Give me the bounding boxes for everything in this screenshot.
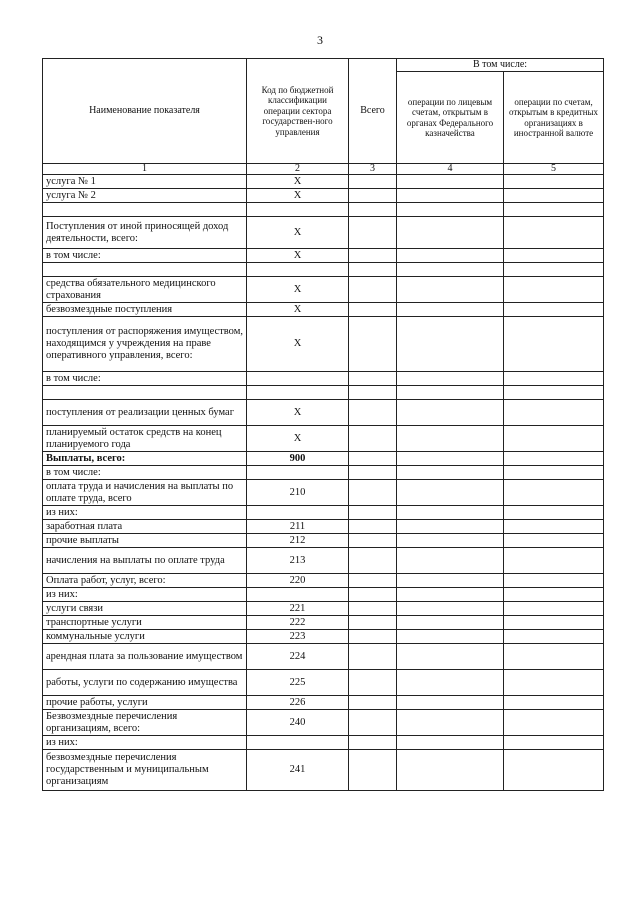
- row-total-cell: [349, 466, 397, 480]
- row-code: [247, 736, 349, 750]
- row-code: [247, 203, 349, 217]
- header-col5: операции по счетам, открытым в кредитных организациях в иностранной валюте: [504, 72, 604, 164]
- row-code: [247, 263, 349, 277]
- row-total-cell: [349, 602, 397, 616]
- row-col4-cell: [397, 710, 504, 736]
- row-total-cell: [349, 588, 397, 602]
- table-row: [43, 400, 604, 426]
- row-col4-cell: [397, 386, 504, 400]
- row-name: услуга № 1: [43, 175, 247, 189]
- row-code: 224: [247, 644, 349, 670]
- row-total-cell: [349, 249, 397, 263]
- row-code: X: [247, 189, 349, 203]
- table-row: [43, 736, 604, 750]
- column-number: 4: [397, 164, 504, 175]
- row-col5-cell: [504, 452, 604, 466]
- row-name: из них:: [43, 736, 247, 750]
- row-name: прочие выплаты: [43, 534, 247, 548]
- row-name: Безвозмездные перечисления организациям, всего:: [43, 710, 247, 736]
- row-code: X: [247, 175, 349, 189]
- row-code: 210: [247, 480, 349, 506]
- table-row: [43, 317, 604, 372]
- row-col5-cell: [504, 386, 604, 400]
- row-col5-cell: [504, 750, 604, 791]
- row-col5-cell: [504, 317, 604, 372]
- row-code: [247, 588, 349, 602]
- row-col5-cell: [504, 630, 604, 644]
- row-total-cell: [349, 203, 397, 217]
- table-row: [43, 277, 604, 303]
- table-row: [43, 574, 604, 588]
- row-code: X: [247, 249, 349, 263]
- row-col4-cell: [397, 452, 504, 466]
- row-col5-cell: [504, 249, 604, 263]
- table-row: [43, 189, 604, 203]
- row-name: средства обязательного медицинского страхования: [43, 277, 247, 303]
- row-total-cell: [349, 644, 397, 670]
- row-total-cell: [349, 480, 397, 506]
- table-row: [43, 506, 604, 520]
- row-name: в том числе:: [43, 466, 247, 480]
- row-total-cell: [349, 189, 397, 203]
- row-total-cell: [349, 263, 397, 277]
- row-total-cell: [349, 277, 397, 303]
- row-code: X: [247, 317, 349, 372]
- row-name: работы, услуги по содержанию имущества: [43, 670, 247, 696]
- row-col4-cell: [397, 644, 504, 670]
- row-col4-cell: [397, 534, 504, 548]
- table-row: [43, 602, 604, 616]
- row-name: Оплата работ, услуг, всего:: [43, 574, 247, 588]
- row-name: прочие работы, услуги: [43, 696, 247, 710]
- row-code: 900: [247, 452, 349, 466]
- header-col4: операции по лицевым счетам, открытым в органах Федерального казначейства: [397, 72, 504, 164]
- row-total-cell: [349, 520, 397, 534]
- row-code: X: [247, 400, 349, 426]
- row-name: начисления на выплаты по оплате труда: [43, 548, 247, 574]
- row-name: поступления от распоряжения имуществом, находящимся у учреждения на праве оперативного управления, всего:: [43, 317, 247, 372]
- row-name: [43, 263, 247, 277]
- table-row: [43, 630, 604, 644]
- row-code: [247, 466, 349, 480]
- row-total-cell: [349, 574, 397, 588]
- row-col4-cell: [397, 670, 504, 696]
- row-col5-cell: [504, 736, 604, 750]
- row-code: X: [247, 426, 349, 452]
- row-col5-cell: [504, 588, 604, 602]
- row-total-cell: [349, 303, 397, 317]
- table-row: [43, 696, 604, 710]
- row-col5-cell: [504, 466, 604, 480]
- row-col4-cell: [397, 426, 504, 452]
- table-row: [43, 249, 604, 263]
- row-col5-cell: [504, 670, 604, 696]
- row-col5-cell: [504, 426, 604, 452]
- table-row: [43, 670, 604, 696]
- row-col4-cell: [397, 189, 504, 203]
- row-col5-cell: [504, 203, 604, 217]
- row-name: Поступления от иной приносящей доход деятельности, всего:: [43, 217, 247, 249]
- row-col4-cell: [397, 696, 504, 710]
- row-code: 211: [247, 520, 349, 534]
- row-col4-cell: [397, 480, 504, 506]
- column-number: 3: [349, 164, 397, 175]
- table-row: [43, 303, 604, 317]
- row-col4-cell: [397, 249, 504, 263]
- row-code: 220: [247, 574, 349, 588]
- row-name: поступления от реализации ценных бумаг: [43, 400, 247, 426]
- table-row: [43, 710, 604, 736]
- row-code: 225: [247, 670, 349, 696]
- row-code: 223: [247, 630, 349, 644]
- page-number: 3: [317, 33, 323, 47]
- row-name: услуги связи: [43, 602, 247, 616]
- row-total-cell: [349, 616, 397, 630]
- row-col4-cell: [397, 277, 504, 303]
- table-row: [43, 588, 604, 602]
- row-col5-cell: [504, 520, 604, 534]
- row-name: безвозмездные поступления: [43, 303, 247, 317]
- row-total-cell: [349, 548, 397, 574]
- row-col4-cell: [397, 548, 504, 574]
- row-code: 240: [247, 710, 349, 736]
- row-col5-cell: [504, 602, 604, 616]
- row-col4-cell: [397, 217, 504, 249]
- row-name: оплата труда и начисления на выплаты по оплате труда, всего: [43, 480, 247, 506]
- row-name: из них:: [43, 506, 247, 520]
- row-col5-cell: [504, 400, 604, 426]
- row-code: [247, 386, 349, 400]
- row-name: заработная плата: [43, 520, 247, 534]
- row-col5-cell: [504, 189, 604, 203]
- row-col4-cell: [397, 263, 504, 277]
- column-number-row: [43, 164, 604, 175]
- table-row: [43, 616, 604, 630]
- row-code: X: [247, 303, 349, 317]
- row-col5-cell: [504, 616, 604, 630]
- table-row: [43, 750, 604, 791]
- row-col4-cell: [397, 506, 504, 520]
- row-code: X: [247, 217, 349, 249]
- row-total-cell: [349, 710, 397, 736]
- row-code: [247, 506, 349, 520]
- row-total-cell: [349, 736, 397, 750]
- row-col4-cell: [397, 630, 504, 644]
- row-total-cell: [349, 386, 397, 400]
- row-col4-cell: [397, 400, 504, 426]
- row-name: услуга № 2: [43, 189, 247, 203]
- row-code: 213: [247, 548, 349, 574]
- row-name: безвозмездные перечисления государственным и муниципальным организациям: [43, 750, 247, 791]
- row-total-cell: [349, 630, 397, 644]
- table-row: [43, 534, 604, 548]
- plan-table: [42, 58, 604, 791]
- row-name: арендная плата за пользование имуществом: [43, 644, 247, 670]
- row-col4-cell: [397, 303, 504, 317]
- row-col4-cell: [397, 203, 504, 217]
- header-including: В том числе:: [397, 59, 604, 72]
- header-code: Код по бюджетной классификации операции сектора государствен-ного управления: [247, 59, 349, 164]
- row-col4-cell: [397, 317, 504, 372]
- table-row: [43, 426, 604, 452]
- row-code: X: [247, 277, 349, 303]
- row-col5-cell: [504, 263, 604, 277]
- row-col5-cell: [504, 480, 604, 506]
- column-number: 5: [504, 164, 604, 175]
- table-row: [43, 175, 604, 189]
- row-total-cell: [349, 452, 397, 466]
- row-total-cell: [349, 696, 397, 710]
- row-total-cell: [349, 400, 397, 426]
- row-col4-cell: [397, 750, 504, 791]
- row-col5-cell: [504, 696, 604, 710]
- row-col5-cell: [504, 548, 604, 574]
- table-row: [43, 480, 604, 506]
- row-name: [43, 203, 247, 217]
- table-row: [43, 263, 604, 277]
- row-total-cell: [349, 534, 397, 548]
- row-code: [247, 372, 349, 386]
- row-name: коммунальные услуги: [43, 630, 247, 644]
- row-col4-cell: [397, 736, 504, 750]
- table-row: [43, 644, 604, 670]
- row-col5-cell: [504, 644, 604, 670]
- row-code: 222: [247, 616, 349, 630]
- row-total-cell: [349, 175, 397, 189]
- row-name: в том числе:: [43, 249, 247, 263]
- table-row: [43, 548, 604, 574]
- row-col4-cell: [397, 466, 504, 480]
- row-col5-cell: [504, 710, 604, 736]
- row-name: в том числе:: [43, 372, 247, 386]
- row-code: 226: [247, 696, 349, 710]
- row-col5-cell: [504, 217, 604, 249]
- row-col5-cell: [504, 372, 604, 386]
- row-col5-cell: [504, 303, 604, 317]
- column-number: 2: [247, 164, 349, 175]
- header-name: Наименование показателя: [43, 59, 247, 164]
- row-col5-cell: [504, 574, 604, 588]
- row-code: 221: [247, 602, 349, 616]
- row-code: 241: [247, 750, 349, 791]
- row-col5-cell: [504, 506, 604, 520]
- row-total-cell: [349, 372, 397, 386]
- row-col4-cell: [397, 588, 504, 602]
- table-row: [43, 520, 604, 534]
- header-total: Всего: [349, 59, 397, 164]
- table-body: [43, 175, 604, 791]
- row-total-cell: [349, 506, 397, 520]
- row-total-cell: [349, 426, 397, 452]
- row-col5-cell: [504, 175, 604, 189]
- table-row: [43, 452, 604, 466]
- row-total-cell: [349, 750, 397, 791]
- row-col5-cell: [504, 277, 604, 303]
- table-row: [43, 203, 604, 217]
- row-col4-cell: [397, 372, 504, 386]
- row-col4-cell: [397, 602, 504, 616]
- table-row: [43, 466, 604, 480]
- row-code: 212: [247, 534, 349, 548]
- table-row: [43, 386, 604, 400]
- row-total-cell: [349, 217, 397, 249]
- row-total-cell: [349, 317, 397, 372]
- table-row: [43, 217, 604, 249]
- row-col5-cell: [504, 534, 604, 548]
- row-col4-cell: [397, 574, 504, 588]
- row-col4-cell: [397, 175, 504, 189]
- row-col4-cell: [397, 520, 504, 534]
- row-total-cell: [349, 670, 397, 696]
- row-name: транспортные услуги: [43, 616, 247, 630]
- column-number: 1: [43, 164, 247, 175]
- row-name: Выплаты, всего:: [43, 452, 247, 466]
- row-col4-cell: [397, 616, 504, 630]
- row-name: планируемый остаток средств на конец планируемого года: [43, 426, 247, 452]
- row-name: [43, 386, 247, 400]
- table-row: [43, 372, 604, 386]
- row-name: из них:: [43, 588, 247, 602]
